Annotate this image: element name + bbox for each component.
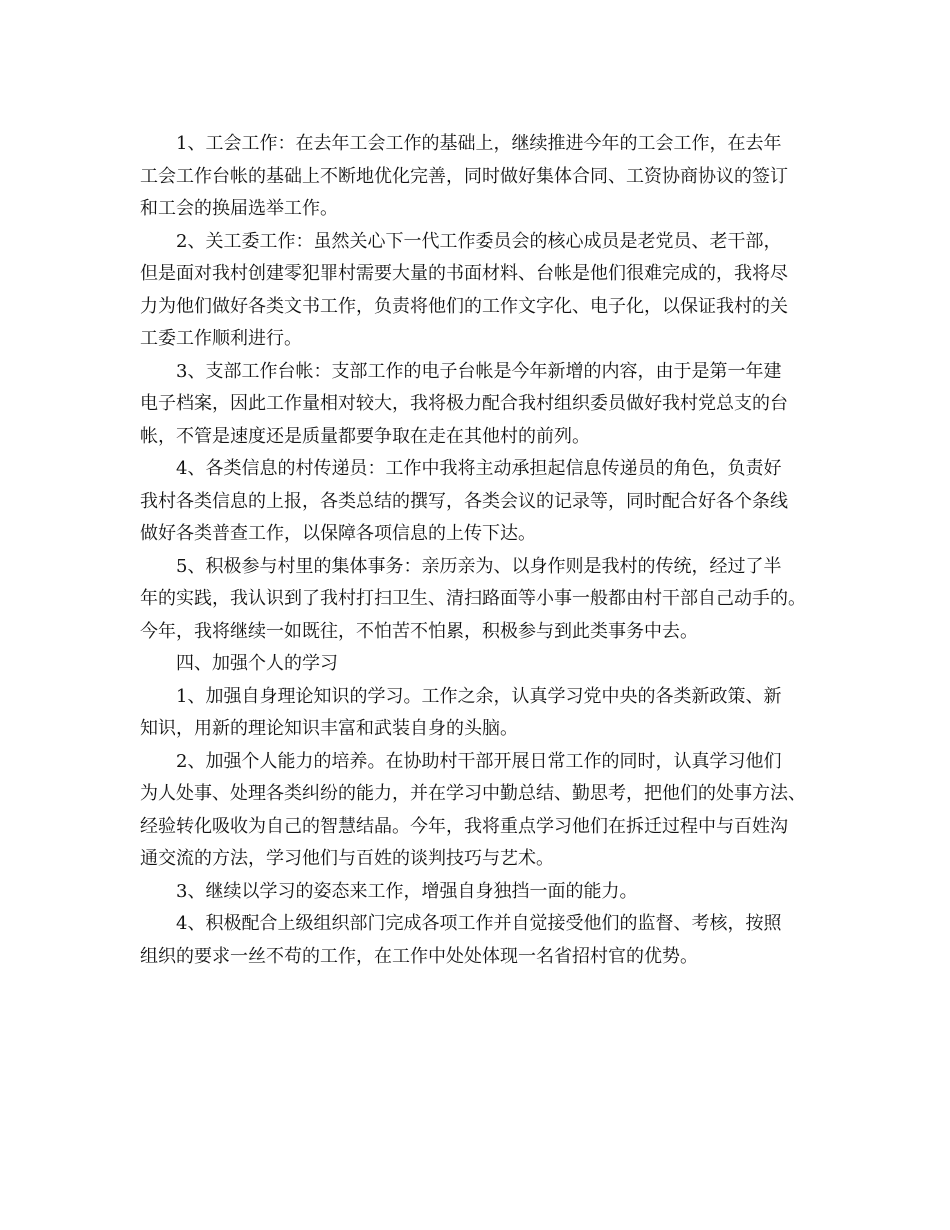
- text-line: 年的实践，我认识到了我村打扫卫生、清扫路面等小事一般都由村干部自己动手的。: [140, 588, 806, 609]
- text-line: 工会工作台帐的基础上不断地优化完善，同时做好集体合同、工资协商协议的签订: [140, 165, 788, 187]
- paragraph: [140, 356, 820, 454]
- text-line: 工委工作顺利进行。: [140, 328, 302, 349]
- text-line: 4、各类信息的村传递员：工作中我将主动承担起信息传递员的角色，负责好: [176, 458, 782, 479]
- text-line: 经验转化吸收为自己的智慧结晶。今年，我将重点学习他们在拆迁过程中与百姓沟: [140, 815, 788, 837]
- text-line: 通交流的方法，学习他们与百姓的谈判技巧与艺术。: [140, 848, 554, 869]
- paragraph: [140, 746, 820, 876]
- text-line: 3、继续以学习的姿态来工作，增强自身独挡一面的能力。: [176, 880, 638, 902]
- text-line: 2、加强个人能力的培养。在协助村干部开展日常工作的同时，认真学习他们: [176, 750, 782, 772]
- text-line: 帐，不管是速度还是质量都要争取在走在其他村的前列。: [140, 425, 590, 447]
- text-line: 3、支部工作台帐：支部工作的电子台帐是今年新增的内容，由于是第一年建: [176, 360, 782, 382]
- text-line: 5、积极参与村里的集体事务：亲历亲为、以身作则是我村的传统，经过了半: [176, 555, 782, 577]
- text-line: 我村各类信息的上报，各类总结的撰写，各类会议的记录等，同时配合好各个条线: [140, 490, 788, 512]
- paragraph: [140, 551, 820, 649]
- text-line: 做好各类普查工作，以保障各项信息的上传下达。: [140, 523, 536, 544]
- text-line: 电子档案，因此工作量相对较大，我将极力配合我村组织委员做好我村党总支的台: [140, 393, 788, 414]
- text-line: 和工会的换届选举工作。: [140, 198, 338, 219]
- text-line: 力为他们做好各类文书工作，负责将他们的工作文字化、电子化，以保证我村的关: [140, 295, 788, 317]
- text-line: 4、积极配合上级组织部门完成各项工作并自觉接受他们的监督、考核，按照: [176, 913, 782, 934]
- paragraph: [140, 226, 820, 356]
- paragraph: [140, 681, 820, 746]
- text-line: 组织的要求一丝不苟的工作，在工作中处处体现一名省招村官的优势。: [140, 945, 698, 967]
- text-line: 但是面对我村创建零犯罪村需要大量的书面材料、台帐是他们很难完成的，我将尽: [140, 263, 788, 284]
- paragraph: [140, 453, 820, 551]
- text-line: 知识，用新的理论知识丰富和武装自身的头脑。: [140, 718, 518, 739]
- paragraph: [140, 876, 820, 909]
- text-line: 四、加强个人的学习: [176, 653, 338, 674]
- text-line: 2、关工委工作：虽然关心下一代工作委员会的核心成员是老党员、老干部，: [176, 230, 782, 252]
- text-line: 今年，我将继续一如既往，不怕苦不怕累，积极参与到此类事务中去。: [140, 620, 698, 642]
- paragraph: [140, 128, 820, 226]
- text-line: 1、工会工作：在去年工会工作的基础上，继续推进今年的工会工作，在去年: [176, 133, 782, 154]
- text-line: 为人处事、处理各类纠纷的能力，并在学习中勤总结、勤思考，把他们的处事方法、: [140, 783, 806, 804]
- document-body: [140, 128, 820, 973]
- paragraph: [140, 908, 820, 973]
- paragraph: [140, 648, 820, 681]
- text-line: 1、加强自身理论知识的学习。工作之余，认真学习党中央的各类新政策、新: [176, 685, 782, 707]
